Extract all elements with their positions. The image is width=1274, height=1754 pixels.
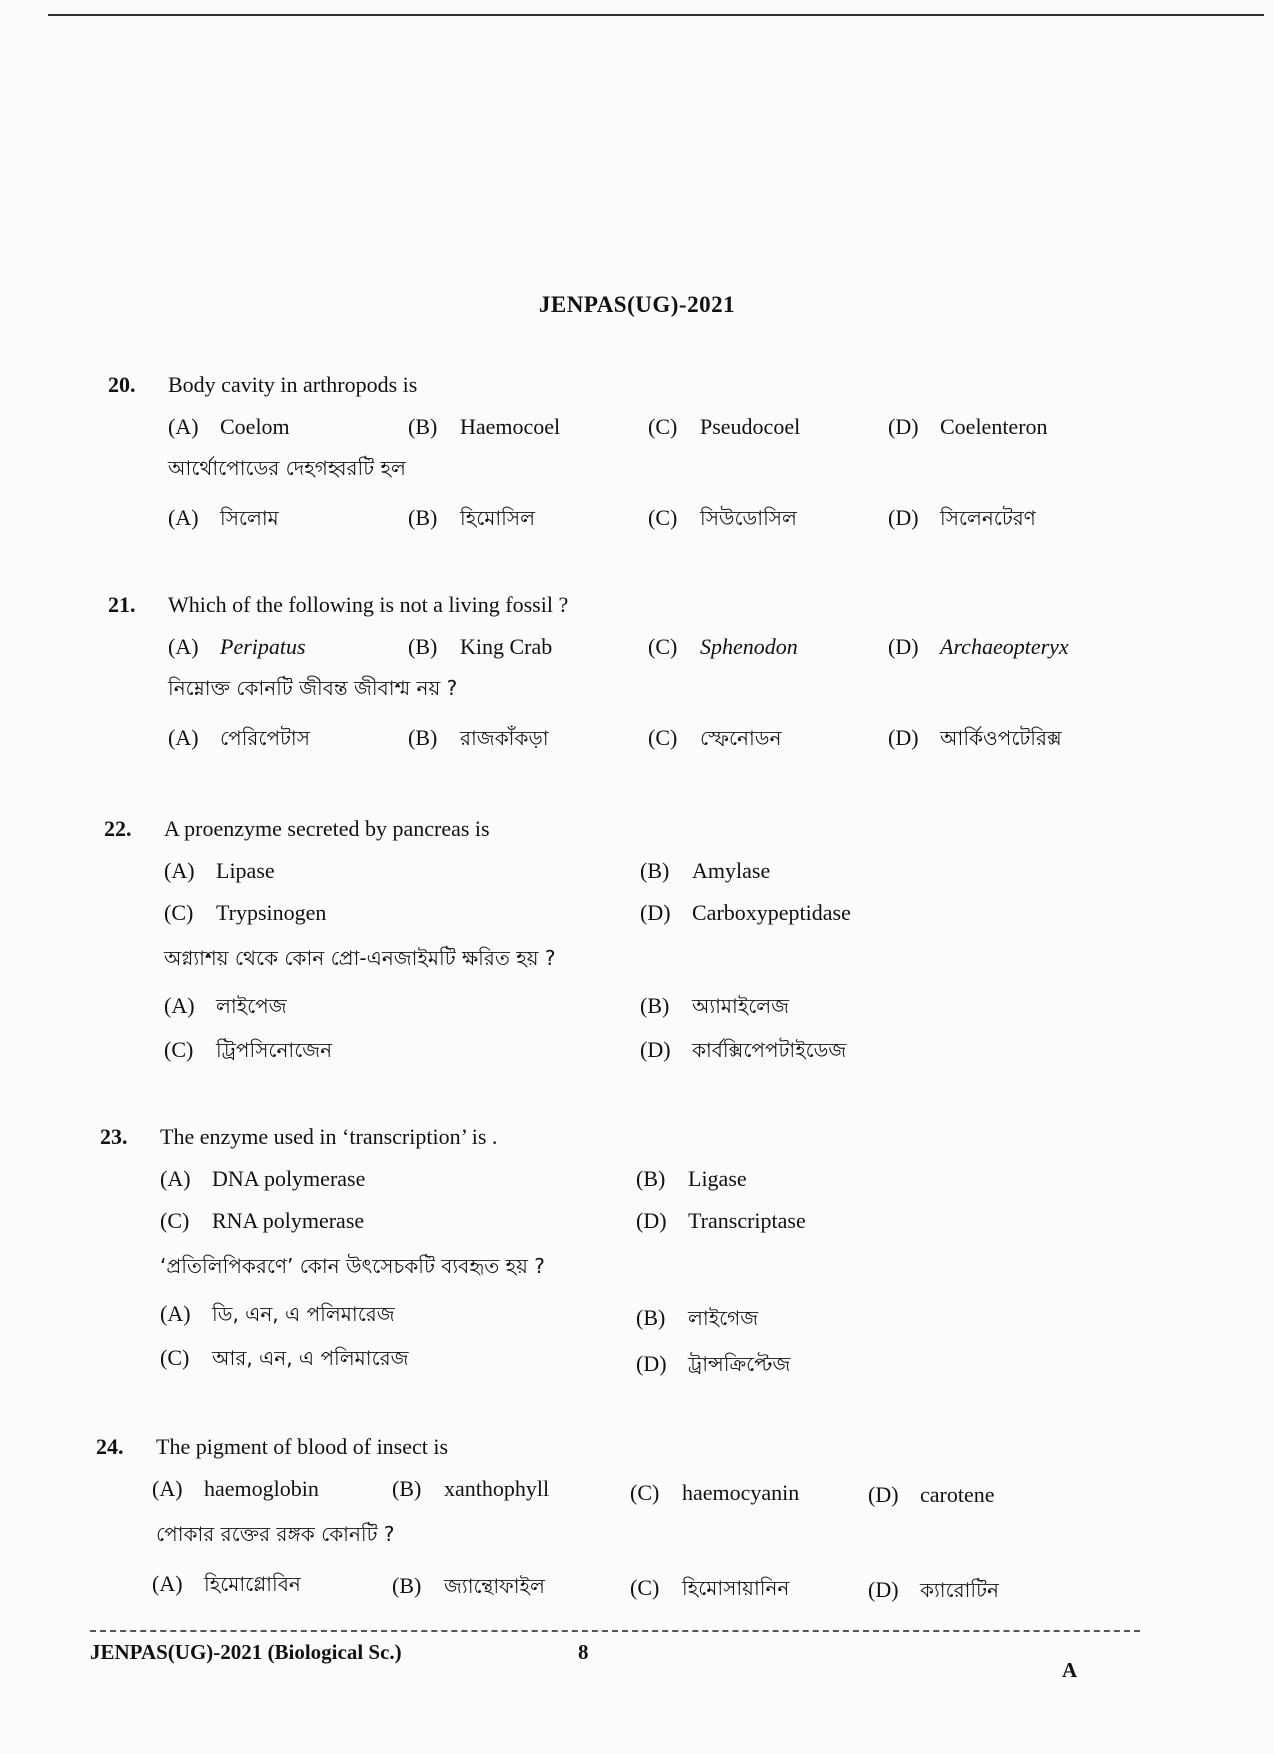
question-text-bn: ‘প্রতিলিপিকরণে’ কোন উৎসেচকটি ব্যবহৃত হয় ? xyxy=(160,1254,545,1278)
option-c-en: (C) Trypsinogen xyxy=(164,900,327,925)
option-d-en: (D) Archaeopteryx xyxy=(888,634,1069,659)
option-c-bn: (C) হিমোসায়ানিন xyxy=(630,1575,790,1600)
footer-rule xyxy=(90,1630,1140,1632)
question-number: 21. xyxy=(108,592,136,617)
option-c-en: (C) Pseudocoel xyxy=(648,414,801,439)
question-text-en: The pigment of blood of insect is xyxy=(156,1434,449,1459)
question-text-en: A proenzyme secreted by pancreas is xyxy=(164,816,490,841)
option-a-bn: (A) লাইপেজ xyxy=(164,993,287,1018)
question-number: 24. xyxy=(96,1434,124,1459)
option-a-bn: (A) ডি, এন, এ পলিমারেজ xyxy=(160,1301,395,1326)
option-a-bn: (A) হিমোগ্লোবিন xyxy=(152,1571,301,1596)
option-a-en: (A) Peripatus xyxy=(168,634,306,659)
question-text-bn: আর্থোপোডের দেহগহ্বরটি হল xyxy=(168,456,406,480)
question-set-code: A xyxy=(1062,1658,1078,1682)
option-c-bn: (C) ট্রিপসিনোজেন xyxy=(164,1037,333,1062)
option-d-bn: (D) কার্বক্সিপেপটাইডেজ xyxy=(640,1037,847,1062)
option-d-bn: (D) সিলেনটেরণ xyxy=(888,505,1036,530)
option-c-bn: (C) সিউডোসিল xyxy=(648,505,797,530)
footer-exam-title: JENPAS(UG)-2021 (Biological Sc.) xyxy=(90,1640,402,1664)
option-d-en: (D) Coelenteron xyxy=(888,414,1048,439)
top-rule xyxy=(48,14,1264,16)
question-text-bn: অগ্ন্যাশয় থেকে কোন প্রো-এনজাইমটি ক্ষরিত হয় ? xyxy=(164,946,556,970)
option-b-bn: (B) জ্যান্থোফাইল xyxy=(392,1573,545,1598)
option-d-en: (D) Carboxypeptidase xyxy=(640,900,851,925)
option-d-bn: (D) ক্যারোটিন xyxy=(868,1577,999,1602)
option-b-bn: (B) রাজকাঁকড়া xyxy=(408,725,549,750)
option-d-en: (D) carotene xyxy=(868,1482,995,1507)
option-b-en: (B) Amylase xyxy=(640,858,771,883)
option-b-bn: (B) অ্যামাইলেজ xyxy=(640,993,790,1018)
page-number: 8 xyxy=(578,1640,589,1664)
option-b-bn: (B) লাইগেজ xyxy=(636,1305,759,1330)
option-c-en: (C) Sphenodon xyxy=(648,634,798,659)
option-b-en: (B) Haemocoel xyxy=(408,414,561,439)
option-d-en: (D) Transcriptase xyxy=(636,1208,806,1233)
option-a-en: (A) Lipase xyxy=(164,858,275,883)
option-c-bn: (C) আর, এন, এ পলিমারেজ xyxy=(160,1345,409,1370)
question-text-en: The enzyme used in ‘transcription’ is . xyxy=(160,1124,498,1149)
option-c-bn: (C) স্ফেনোডন xyxy=(648,725,782,750)
question-number: 23. xyxy=(100,1124,128,1149)
option-c-en: (C) RNA polymerase xyxy=(160,1208,365,1233)
option-b-en: (B) Ligase xyxy=(636,1166,747,1191)
page-header: JENPAS(UG)-2021 xyxy=(538,292,736,317)
option-b-en: (B) xanthophyll xyxy=(392,1476,550,1501)
question-text-bn: পোকার রক্তের রঙ্গক কোনটি ? xyxy=(156,1522,395,1546)
option-a-en: (A) haemoglobin xyxy=(152,1476,319,1501)
option-d-bn: (D) ট্রান্সক্রিপ্টেজ xyxy=(636,1351,791,1376)
option-d-bn: (D) আর্কিওপটেরিক্স xyxy=(888,725,1062,750)
option-b-en: (B) King Crab xyxy=(408,634,553,659)
option-a-en: (A) Coelom xyxy=(168,414,290,439)
question-text-bn: নিম্নোক্ত কোনটি জীবন্ত জীবাশ্ম নয় ? xyxy=(168,676,458,700)
option-a-en: (A) DNA polymerase xyxy=(160,1166,366,1191)
option-c-en: (C) haemocyanin xyxy=(630,1480,800,1505)
question-number: 20. xyxy=(108,372,136,397)
option-b-bn: (B) হিমোসিল xyxy=(408,505,536,530)
question-number: 22. xyxy=(104,816,132,841)
question-text-en: Which of the following is not a living fossil ? xyxy=(168,592,569,617)
option-a-bn: (A) পেরিপেটাস xyxy=(168,725,310,750)
question-text-en: Body cavity in arthropods is xyxy=(168,372,418,397)
option-a-bn: (A) সিলোম xyxy=(168,505,279,530)
